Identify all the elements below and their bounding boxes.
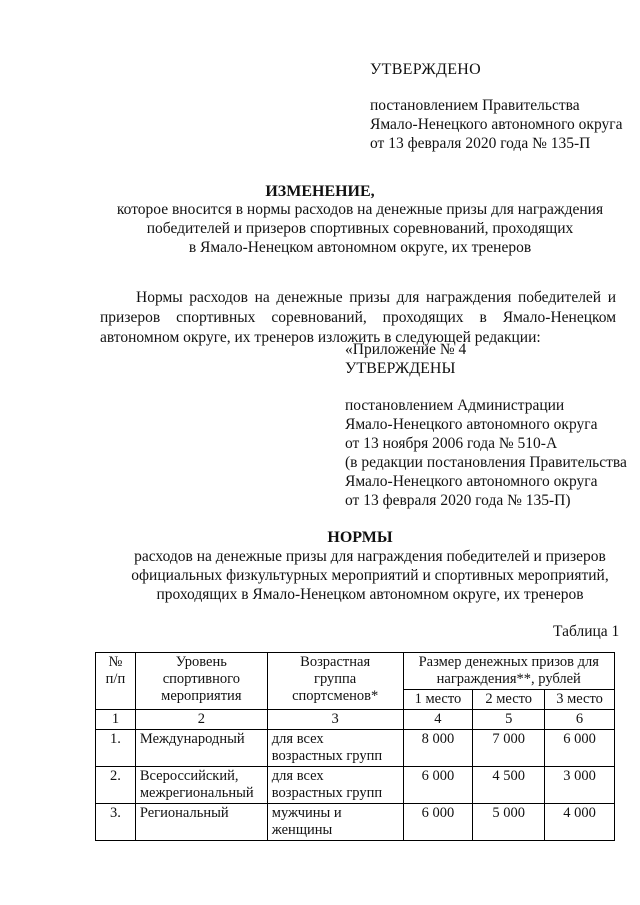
annex-block xyxy=(345,396,627,510)
row-prize-3: 4 000 xyxy=(545,804,615,841)
annex-approved: УТВЕРЖДЕНЫ xyxy=(345,360,456,377)
norms-subtitle-line: расходов на денежные призы для награждения победителей и призеров xyxy=(134,548,606,565)
body-paragraph xyxy=(100,288,616,348)
norms-table xyxy=(95,652,615,841)
row-prize-3: 6 000 xyxy=(545,730,615,767)
row-level: Международный xyxy=(135,730,267,767)
norms-subtitle-line: проходящих в Ямало-Ненецком автономном округе, их тренеров xyxy=(156,586,584,603)
header-place-2: 2 место xyxy=(473,690,545,710)
approval-line: постановлением Правительства xyxy=(370,97,580,114)
row-age: для всех возрастных групп xyxy=(267,730,403,767)
row-age: мужчины и женщины xyxy=(267,804,403,841)
approval-title: УТВЕРЖДЕНО xyxy=(370,61,482,78)
column-number: 6 xyxy=(545,710,615,730)
column-numbers-row xyxy=(96,710,615,730)
header-prize: Размер денежных призов для награждения**, рублей xyxy=(403,653,615,690)
table-row xyxy=(96,730,615,767)
header-level: Уровень спортивного мероприятия xyxy=(135,653,267,710)
change-subtitle-line: в Ямало-Ненецком автономном округе, их тренеров xyxy=(188,239,532,256)
header-age: Возрастная группа спортсменов* xyxy=(267,653,403,710)
body-line: Нормы расходов на денежные призы для награждения победителей и xyxy=(136,289,616,306)
table-header-row xyxy=(96,653,615,690)
annex-line: от 13 ноября 2006 года № 510-А xyxy=(345,435,558,452)
row-level: Региональный xyxy=(135,804,267,841)
annex-line: от 13 февраля 2020 года № 135-П) xyxy=(345,492,571,509)
approval-block xyxy=(370,96,622,153)
table-label: Таблица 1 xyxy=(553,623,620,640)
row-prize-2: 4 500 xyxy=(473,767,545,804)
table-row xyxy=(96,804,615,841)
row-prize-3: 3 000 xyxy=(545,767,615,804)
row-prize-2: 7 000 xyxy=(473,730,545,767)
table-row xyxy=(96,767,615,804)
approval-line: от 13 февраля 2020 года № 135-П xyxy=(370,135,591,152)
row-prize-1: 6 000 xyxy=(403,804,473,841)
column-number: 4 xyxy=(403,710,473,730)
header-num: № п/п xyxy=(96,653,136,710)
change-title: ИЗМЕНЕНИЕ, xyxy=(265,183,375,200)
header-place-3: 3 место xyxy=(545,690,615,710)
column-number: 3 xyxy=(267,710,403,730)
row-level: Всероссийский, межрегиональный xyxy=(135,767,267,804)
row-prize-1: 8 000 xyxy=(403,730,473,767)
annex-line: (в редакции постановления Правительства xyxy=(345,454,627,471)
column-number: 5 xyxy=(473,710,545,730)
annex-line: Ямало-Ненецкого автономного округа xyxy=(345,416,598,433)
body-line: автономном округе, их тренеров изложить в следующей редакции: xyxy=(100,329,541,346)
approval-line: Ямало-Ненецкого автономного округа xyxy=(370,116,623,133)
norms-subtitle xyxy=(0,547,640,604)
annex-title: «Приложение № 4 xyxy=(345,341,467,358)
norms-subtitle-line: официальных физкультурных мероприятий и спортивных мероприятий, xyxy=(131,567,609,584)
row-num: 1. xyxy=(96,730,136,767)
annex-line: Ямало-Ненецкого автономного округа xyxy=(345,473,598,490)
header-place-1: 1 место xyxy=(403,690,473,710)
norms-title: НОРМЫ xyxy=(327,529,393,546)
change-subtitle-line: победителей и призеров спортивных соревнований, проходящих xyxy=(146,220,574,237)
row-prize-2: 5 000 xyxy=(473,804,545,841)
row-num: 2. xyxy=(96,767,136,804)
change-subtitle-line: которое вносится в нормы расходов на денежные призы для награждения xyxy=(116,201,604,218)
row-prize-1: 6 000 xyxy=(403,767,473,804)
row-age: для всех возрастных групп xyxy=(267,767,403,804)
annex-line: постановлением Администрации xyxy=(345,397,565,414)
body-line: призеров спортивных соревнований, проходящих в Ямало-Ненецком xyxy=(100,309,616,326)
column-number: 2 xyxy=(135,710,267,730)
change-subtitle xyxy=(0,200,640,257)
row-num: 3. xyxy=(96,804,136,841)
column-number: 1 xyxy=(96,710,136,730)
